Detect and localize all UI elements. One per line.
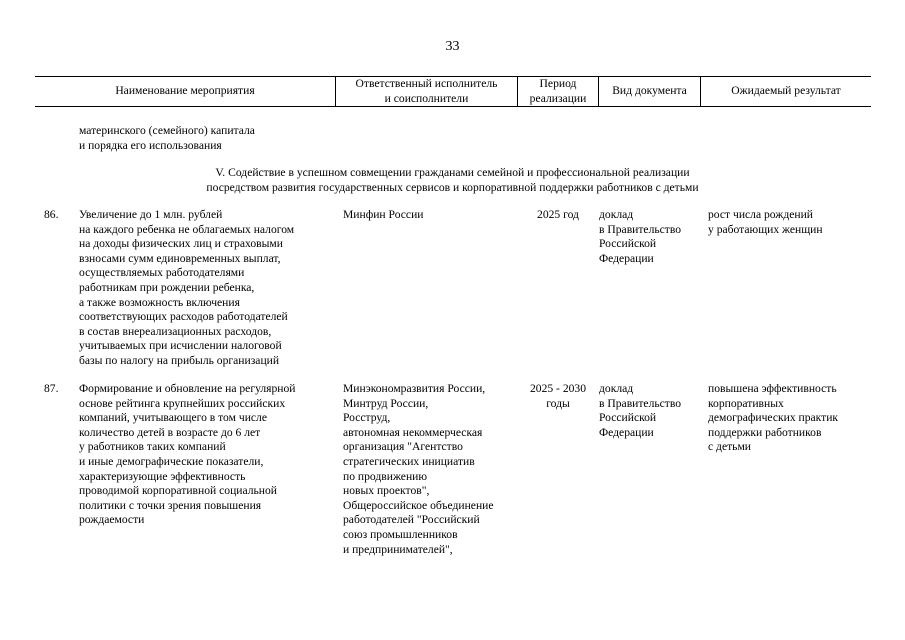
header-doc-type: Вид документа xyxy=(599,77,701,106)
header-name: Наименование мероприятия xyxy=(35,77,336,106)
row-name: Увеличение до 1 млн. рублей на каждого ребенка не облагаемых налогом на доходы физических лиц и страховыми взносами сумм единовременных выплат, осуществляемых работодателями работникам при рождении ребенка, а также возможность включения соответствующих расходов работодателей в состав внереализационных расходов, учитываемых при исчислении налоговой базы по налогу на прибыль организаций xyxy=(79,208,295,367)
header-responsible: Ответственный исполнитель и соисполнители xyxy=(336,77,518,106)
table-header xyxy=(35,76,871,107)
row-doc-type: доклад в Правительство Российской Федерации xyxy=(599,382,682,439)
continuation-text: материнского (семейного) капитала и порядка его использования xyxy=(79,124,255,152)
row-responsible: Минэкономразвития России, Минтруд России, Росструд, автономная некоммерческая организация "Агентство стратегических инициатив по продвижению новых проектов", Общероссийское объединение работодателей "Российский союз промышленников и предпринимателей", xyxy=(343,382,494,556)
row-doc-type: доклад в Правительство Российской Федерации xyxy=(599,208,682,265)
section-title: V. Содействие в успешном совмещении гражданами семейной и профессиональной реализации посредством развития государственных сервисов и корпоративной поддержки работников с детьми xyxy=(206,166,699,194)
header-period: Период реализации xyxy=(518,77,599,106)
row-name: Формирование и обновление на регулярной основе рейтинга крупнейших российских компаний, учитывающего в том числе количество детей в возрасте до 6 лет у работников таких компаний и иные демографические показатели, характеризующие эффективность проводимой корпоративной социальной политики с точки зрения повышения рождаемости xyxy=(79,382,296,527)
header-result: Ожидаемый результат xyxy=(731,84,841,98)
row-number: 87. xyxy=(44,382,59,395)
page-number: 33 xyxy=(445,39,460,54)
row-result: рост числа рождений у работающих женщин xyxy=(708,208,823,236)
row-period: 2025 год xyxy=(537,208,579,221)
row-period: 2025 - 2030 годы xyxy=(529,382,587,410)
row-responsible: Минфин России xyxy=(343,208,424,221)
row-number: 86. xyxy=(44,208,59,221)
row-result: повышена эффективность корпоративных демографических практик поддержки работников с детьми xyxy=(708,382,839,454)
